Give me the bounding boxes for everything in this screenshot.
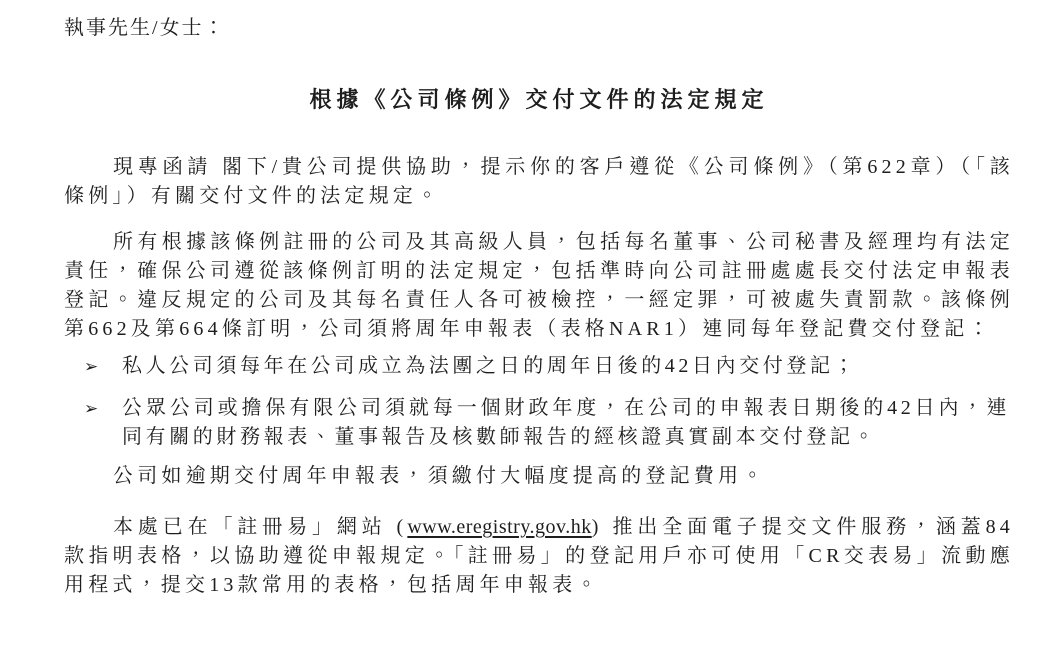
bullet-item-public-company xyxy=(64,394,1014,452)
bullet-item-private-company xyxy=(64,352,1014,381)
arrow-bullet-icon: ➢ xyxy=(84,357,99,376)
paragraph-intro: 現專函請 閣下/貴公司提供協助，提示你的客戶遵從《公司條例》（第622章）（「該條例」）有關交付文件的法定規定。 xyxy=(64,156,1014,207)
paragraph-obligations: 所有根據該條例註冊的公司及其高級人員，包括每名董事、公司秘書及經理均有法定責任，確保公司遵從該條例訂明的法定規定，包括準時向公司註冊處處長交付法定申報表登記。違反規定的公司及其每名責任人各可被檢控，一經定罪，可被處失責罰款。該條例第662及第664條訂明，公司須將周年申報表（表格NAR1）連同每年登記費交付登記： xyxy=(64,231,1014,340)
eregistry-url: www.eregistry.gov.hk xyxy=(407,516,592,538)
document-title: 根據《公司條例》交付文件的法定規定 xyxy=(309,87,769,112)
bullet-list xyxy=(64,352,1014,452)
salutation: 執事先生/女士： xyxy=(64,17,226,39)
paragraph-late-fee: 公司如逾期交付周年申報表，須繳付大幅度提高的登記費用。 xyxy=(113,465,767,487)
eregistry-text-before-link: 本處已在「註冊易」網站 ( xyxy=(113,516,408,538)
bullet-text-public-company: 公眾公司或擔保有限公司須就每一個財政年度，在公司的申報表日期後的42日內，連同有關的財務報表、董事報告及核數師報告的經核證真實副本交付登記。 xyxy=(122,397,1010,448)
paragraph-eregistry xyxy=(64,513,1014,600)
eregistry-text-after-link: ) 推出全面電子提交文件服務，涵蓋84款指明表格，以協助遵從申報規定。「註冊易」的登記用戶亦可使用「CR交表易」流動應用程式，提交13款常用的表格，包括周年申報表。 xyxy=(64,516,1014,596)
arrow-bullet-icon: ➢ xyxy=(84,399,99,418)
bullet-text-private-company: 私人公司須每年在公司成立為法團之日的周年日後的42日內交付登記； xyxy=(122,355,858,377)
